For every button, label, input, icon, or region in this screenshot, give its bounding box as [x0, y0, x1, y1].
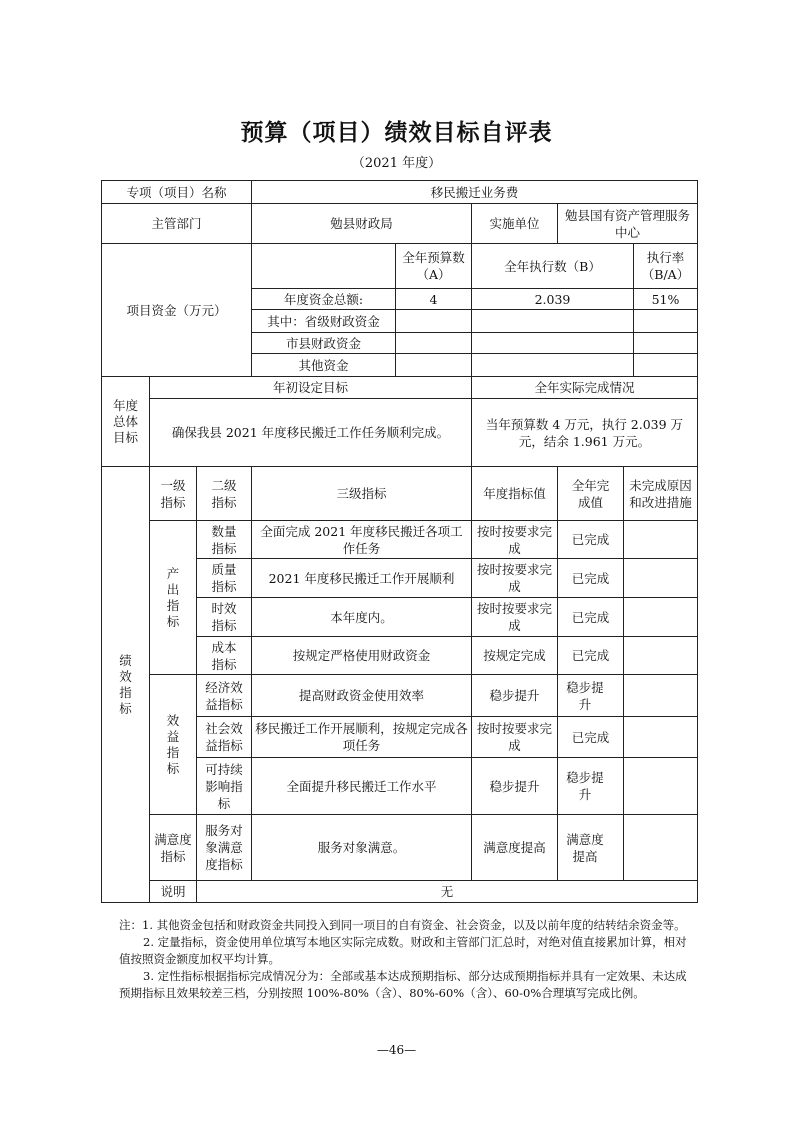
project-name-label: 专项（项目）名称 — [102, 181, 252, 204]
note-2: 2. 定量指标，资金使用单位填写本地区实际完成数。财政和主管部门汇总时，对绝对值直接累加计算，相对值按照资金额度加权平均计算。 — [119, 935, 687, 966]
col-exec: 全年执行数（B） — [472, 244, 634, 289]
actual-cell: 已完成 — [558, 559, 624, 598]
actual-cell: 已完成 — [558, 637, 624, 675]
level3-cell: 2021 年度移民搬迁工作开展顺利 — [252, 559, 472, 598]
level2-cell: 成本指标 — [197, 637, 252, 675]
level3-cell: 本年度内。 — [252, 598, 472, 637]
funds-row-exec — [472, 310, 634, 333]
actual-cell: 满意度提高 — [558, 815, 624, 881]
impl-label: 实施单位 — [472, 204, 558, 244]
level3-cell: 提高财政资金使用效率 — [252, 675, 472, 717]
page-number: —46— — [376, 1043, 417, 1057]
goals-set-header: 年初设定目标 — [150, 377, 472, 399]
page-title: 预算（项目）绩效目标自评表 — [240, 119, 553, 146]
level2-cell: 质量指标 — [197, 559, 252, 598]
funds-blank-header — [252, 244, 396, 289]
reason-cell — [624, 598, 698, 637]
level1-cell: 满意度指标 — [150, 815, 197, 881]
header-level3: 三级指标 — [252, 467, 472, 521]
target-cell: 满意度提高 — [472, 815, 558, 881]
funds-row-label: 其中：省级财政资金 — [252, 310, 396, 333]
funds-row-exec — [472, 333, 634, 354]
goals-header-row — [102, 377, 698, 399]
note-3: 3. 定性指标根据指标完成情况分为：全部或基本达成预期指标、部分达成预期指标并具有一定效果、未达成预期指标且效果较差三档，分别按照 100%-80%（含）、80%-60%（含）、60-0%合理填写完成比例。 — [119, 969, 687, 1000]
funds-row-budget — [396, 354, 472, 377]
level1-cell: 产出指标 — [150, 521, 197, 675]
funds-row-rate: 51% — [634, 289, 698, 310]
actual-cell: 已完成 — [558, 598, 624, 637]
footnotes — [119, 917, 689, 1002]
indicator-row — [102, 675, 698, 717]
page-subtitle: （2021 年度） — [351, 156, 442, 171]
actual-cell: 稳步提升 — [558, 675, 624, 717]
project-name-value: 移民搬迁业务费 — [252, 181, 698, 204]
funds-row-budget — [396, 333, 472, 354]
note-1: 注：1. 其他资金包括和财政资金共同投入到同一项目的自有资金、社会资金，以及以前年度的结转结余资金等。 — [119, 918, 686, 932]
level3-cell: 服务对象满意。 — [252, 815, 472, 881]
level2-cell: 社会效益指标 — [197, 717, 252, 758]
target-cell: 按时按要求完成 — [472, 598, 558, 637]
remarks-value: 无 — [197, 881, 698, 903]
reason-cell — [624, 815, 698, 881]
funds-row-budget — [396, 310, 472, 333]
level3-cell: 全面提升移民搬迁工作水平 — [252, 758, 472, 815]
department-row — [102, 204, 698, 244]
header-reason: 未完成原因和改进措施 — [624, 467, 698, 521]
target-cell: 按时按要求完成 — [472, 717, 558, 758]
dept-label: 主管部门 — [102, 204, 252, 244]
dept-value: 勉县财政局 — [252, 204, 472, 244]
remarks-row — [102, 881, 698, 903]
actual-cell: 已完成 — [558, 717, 624, 758]
funds-row-label: 市县财政资金 — [252, 333, 396, 354]
indicators-label: 绩效指标 — [102, 467, 150, 903]
level3-cell: 移民搬迁工作开展顺利，按规定完成各项任务 — [252, 717, 472, 758]
header-level1: 一级指标 — [150, 467, 197, 521]
funds-row-label: 其他资金 — [252, 354, 396, 377]
level2-cell: 数量指标 — [197, 521, 252, 559]
level1-cell: 效益指标 — [150, 675, 197, 815]
remarks-label: 说明 — [150, 881, 197, 903]
reason-cell — [624, 675, 698, 717]
goals-set-text: 确保我县 2021 年度移民搬迁工作任务顺利完成。 — [150, 399, 472, 467]
reason-cell — [624, 521, 698, 559]
reason-cell — [624, 559, 698, 598]
target-cell: 按时按要求完成 — [472, 559, 558, 598]
level2-cell: 可持续影响指标 — [197, 758, 252, 815]
goals-label: 年度总体目标 — [102, 377, 150, 467]
project-name-row — [102, 181, 698, 204]
funds-row-exec: 2.039 — [472, 289, 634, 310]
header-level2: 二级指标 — [197, 467, 252, 521]
target-cell: 稳步提升 — [472, 675, 558, 717]
target-cell: 按规定完成 — [472, 637, 558, 675]
reason-cell — [624, 758, 698, 815]
indicator-row — [102, 521, 698, 559]
funds-header-row — [102, 244, 698, 289]
funds-row-rate — [634, 354, 698, 377]
actual-cell: 已完成 — [558, 521, 624, 559]
funds-row-budget: 4 — [396, 289, 472, 310]
funds-row-label: 年度资金总额: — [252, 289, 396, 310]
funds-row-rate — [634, 310, 698, 333]
col-rate: 执行率（B/A） — [634, 244, 698, 289]
actual-cell: 稳步提升 — [558, 758, 624, 815]
goals-actual-text: 当年预算数 4 万元，执行 2.039 万元，结余 1.961 万元。 — [472, 399, 698, 467]
level2-cell: 时效指标 — [197, 598, 252, 637]
target-cell: 稳步提升 — [472, 758, 558, 815]
col-budget: 全年预算数（A） — [396, 244, 472, 289]
level2-cell: 服务对象满意度指标 — [197, 815, 252, 881]
reason-cell — [624, 637, 698, 675]
header-target: 年度指标值 — [472, 467, 558, 521]
funds-row-exec — [472, 354, 634, 377]
evaluation-table — [101, 180, 698, 903]
funds-label: 项目资金（万元） — [102, 244, 252, 377]
header-actual: 全年完成值 — [558, 467, 624, 521]
goals-content-row — [102, 399, 698, 467]
reason-cell — [624, 717, 698, 758]
impl-value: 勉县国有资产管理服务中心 — [558, 204, 698, 244]
target-cell: 按时按要求完成 — [472, 521, 558, 559]
level3-cell: 全面完成 2021 年度移民搬迁各项工作任务 — [252, 521, 472, 559]
indicator-row — [102, 815, 698, 881]
funds-row-rate — [634, 333, 698, 354]
goals-actual-header: 全年实际完成情况 — [472, 377, 698, 399]
level2-cell: 经济效益指标 — [197, 675, 252, 717]
indicators-header-row — [102, 467, 698, 521]
level3-cell: 按规定严格使用财政资金 — [252, 637, 472, 675]
